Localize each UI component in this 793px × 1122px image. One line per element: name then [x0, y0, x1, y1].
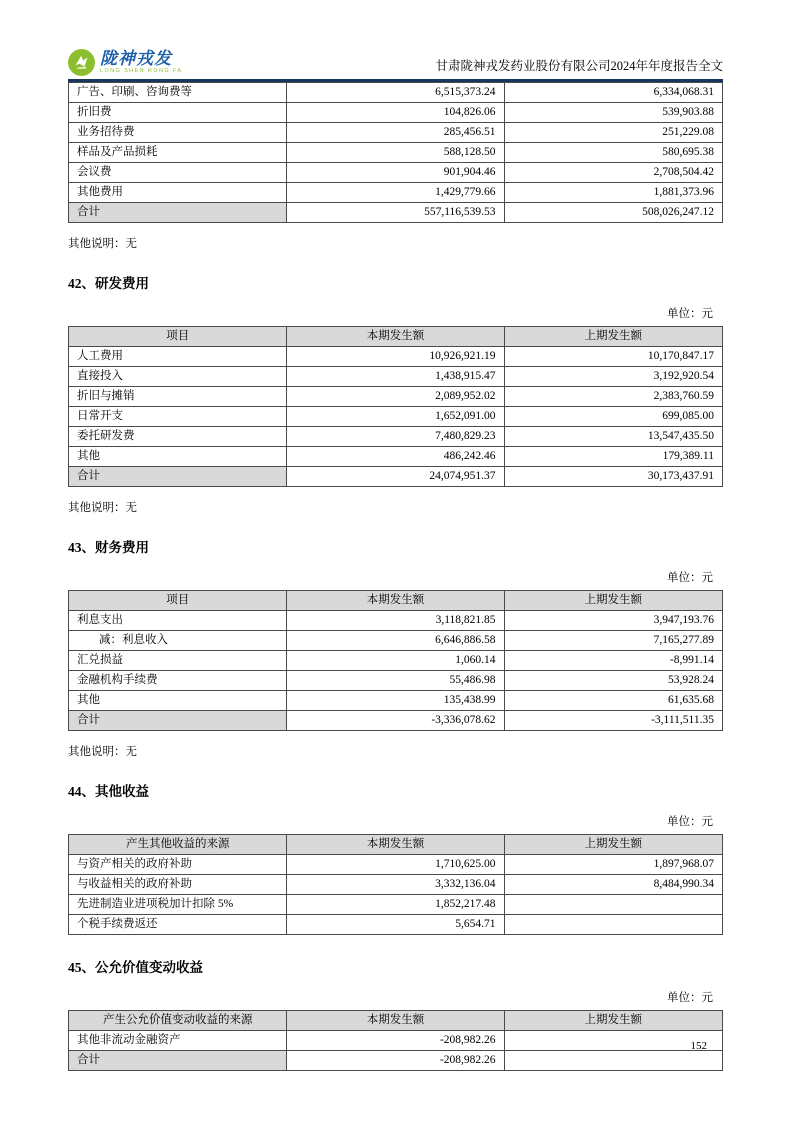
table-row	[69, 447, 723, 467]
current-period-cell: -208,982.26	[287, 1051, 504, 1071]
row-label-cell: 合计	[69, 1051, 287, 1071]
current-period-cell: 3,332,136.04	[287, 875, 504, 895]
rd-expense-table	[68, 326, 723, 487]
row-label-cell: 业务招待费	[69, 123, 287, 143]
section-45-fair-value-change	[68, 956, 723, 1071]
current-period-cell: 10,926,921.19	[287, 347, 504, 367]
column-header: 上期发生额	[504, 591, 722, 611]
prior-period-cell: 30,173,437.91	[504, 467, 722, 487]
current-period-cell: 557,116,539.53	[287, 203, 504, 223]
prior-period-cell: 53,928.24	[504, 671, 722, 691]
table-header-row	[69, 327, 723, 347]
prior-period-cell: 13,547,435.50	[504, 427, 722, 447]
current-period-cell: 1,652,091.00	[287, 407, 504, 427]
row-label-cell: 利息支出	[69, 611, 287, 631]
row-label-cell: 其他	[69, 447, 287, 467]
column-header: 本期发生额	[287, 591, 504, 611]
column-header: 上期发生额	[504, 1011, 722, 1031]
current-period-cell: 24,074,951.37	[287, 467, 504, 487]
table-row	[69, 915, 723, 935]
row-label-cell: 先进制造业进项税加计扣除 5%	[69, 895, 287, 915]
table-row	[69, 1031, 723, 1051]
row-label-cell: 委托研发费	[69, 427, 287, 447]
unit-label: 单位：元	[667, 992, 713, 1004]
column-header: 项目	[69, 591, 287, 611]
section-title: 43、财务费用	[68, 540, 149, 555]
column-header: 上期发生额	[504, 835, 722, 855]
table-header-row	[69, 591, 723, 611]
current-period-cell: 1,710,625.00	[287, 855, 504, 875]
section-42-rd-expense	[68, 272, 723, 515]
table-row	[69, 347, 723, 367]
prior-period-cell	[504, 1051, 722, 1071]
current-period-cell: 7,480,829.23	[287, 427, 504, 447]
current-period-cell: 55,486.98	[287, 671, 504, 691]
current-period-cell: 1,429,779.66	[287, 183, 504, 203]
table-row	[69, 367, 723, 387]
table-row	[69, 671, 723, 691]
prior-period-cell: 3,947,193.76	[504, 611, 722, 631]
column-header: 产生公允价值变动收益的来源	[69, 1011, 287, 1031]
table-row	[69, 83, 723, 103]
prior-period-cell: -3,111,511.35	[504, 711, 722, 731]
logo-subtitle-text: LONG SHEN RONG FA	[100, 68, 183, 75]
row-label-cell: 合计	[69, 711, 287, 731]
column-header: 本期发生额	[287, 1011, 504, 1031]
company-logo	[68, 49, 182, 76]
current-period-cell: 104,826.06	[287, 103, 504, 123]
logo-brand-text: 陇神戎发	[100, 49, 172, 69]
table-row	[69, 427, 723, 447]
current-period-cell: 588,128.50	[287, 143, 504, 163]
row-label-cell: 其他非流动金融资产	[69, 1031, 287, 1051]
row-label-cell: 与收益相关的政府补助	[69, 875, 287, 895]
table-row	[69, 631, 723, 651]
row-label-cell: 个税手续费返还	[69, 915, 287, 935]
prior-period-cell: 1,881,373.96	[504, 183, 722, 203]
current-period-cell: -208,982.26	[287, 1031, 504, 1051]
row-label-cell: 汇兑损益	[69, 651, 287, 671]
total-row	[69, 1051, 723, 1071]
other-income-table	[68, 834, 723, 935]
table-row	[69, 123, 723, 143]
table-row	[69, 875, 723, 895]
prior-period-cell	[504, 895, 722, 915]
row-label-cell: 合计	[69, 467, 287, 487]
prior-period-cell: 580,695.38	[504, 143, 722, 163]
total-row	[69, 203, 723, 223]
financial-expense-table	[68, 590, 723, 731]
other-note: 其他说明：无	[68, 746, 137, 758]
row-label-cell: 人工费用	[69, 347, 287, 367]
row-label-cell: 合计	[69, 203, 287, 223]
section-title: 45、公允价值变动收益	[68, 960, 203, 975]
prior-period-cell: 6,334,068.31	[504, 83, 722, 103]
company-logo-icon	[68, 49, 95, 76]
section-expense-detail-continued	[68, 82, 723, 251]
table-row	[69, 407, 723, 427]
prior-period-cell: 539,903.88	[504, 103, 722, 123]
prior-period-cell: 251,229.08	[504, 123, 722, 143]
row-label-cell: 其他	[69, 691, 287, 711]
prior-period-cell: 179,389.11	[504, 447, 722, 467]
section-title: 44、其他收益	[68, 784, 149, 799]
total-row	[69, 711, 723, 731]
table-row	[69, 163, 723, 183]
other-note: 其他说明：无	[68, 238, 137, 250]
unit-label: 单位：元	[667, 816, 713, 828]
prior-period-cell	[504, 915, 722, 935]
row-label-cell: 与资产相关的政府补助	[69, 855, 287, 875]
current-period-cell: -3,336,078.62	[287, 711, 504, 731]
table-row	[69, 183, 723, 203]
current-period-cell: 1,438,915.47	[287, 367, 504, 387]
current-period-cell: 6,515,373.24	[287, 83, 504, 103]
section-43-financial-expense	[68, 536, 723, 759]
expense-detail-table	[68, 82, 723, 223]
prior-period-cell: 2,708,504.42	[504, 163, 722, 183]
section-title: 42、研发费用	[68, 276, 149, 291]
unit-label: 单位：元	[667, 572, 713, 584]
row-label-cell: 直接投入	[69, 367, 287, 387]
prior-period-cell: 61,635.68	[504, 691, 722, 711]
prior-period-cell: -8,991.14	[504, 651, 722, 671]
logo-wordmark	[100, 50, 182, 75]
fair-value-change-table	[68, 1010, 723, 1071]
current-period-cell: 901,904.46	[287, 163, 504, 183]
table-row	[69, 387, 723, 407]
current-period-cell: 135,438.99	[287, 691, 504, 711]
current-period-cell: 3,118,821.85	[287, 611, 504, 631]
section-44-other-income	[68, 780, 723, 935]
table-row	[69, 611, 723, 631]
table-header-row	[69, 1011, 723, 1031]
row-label-cell: 样品及产品损耗	[69, 143, 287, 163]
page-number: 152	[690, 1040, 707, 1052]
row-label-cell: 减：利息收入	[69, 631, 287, 651]
current-period-cell: 2,089,952.02	[287, 387, 504, 407]
row-label-cell: 广告、印刷、咨询费等	[69, 83, 287, 103]
row-label-cell: 金融机构手续费	[69, 671, 287, 691]
row-label-cell: 日常开支	[69, 407, 287, 427]
table-row	[69, 143, 723, 163]
table-header-row	[69, 835, 723, 855]
column-header: 产生其他收益的来源	[69, 835, 287, 855]
column-header: 本期发生额	[287, 835, 504, 855]
row-label-cell: 折旧与摊销	[69, 387, 287, 407]
current-period-cell: 285,456.51	[287, 123, 504, 143]
prior-period-cell: 7,165,277.89	[504, 631, 722, 651]
column-header: 项目	[69, 327, 287, 347]
table-row	[69, 651, 723, 671]
unit-label: 单位：元	[667, 308, 713, 320]
row-label-cell: 会议费	[69, 163, 287, 183]
table-row	[69, 691, 723, 711]
page-header	[68, 46, 723, 82]
row-label-cell: 折旧费	[69, 103, 287, 123]
current-period-cell: 6,646,886.58	[287, 631, 504, 651]
table-row	[69, 895, 723, 915]
other-note: 其他说明：无	[68, 502, 137, 514]
current-period-cell: 1,852,217.48	[287, 895, 504, 915]
current-period-cell: 1,060.14	[287, 651, 504, 671]
prior-period-cell: 8,484,990.34	[504, 875, 722, 895]
row-label-cell: 其他费用	[69, 183, 287, 203]
report-title: 甘肃陇神戎发药业股份有限公司2024年年度报告全文	[435, 59, 723, 73]
column-header: 本期发生额	[287, 327, 504, 347]
prior-period-cell: 3,192,920.54	[504, 367, 722, 387]
total-row	[69, 467, 723, 487]
current-period-cell: 5,654.71	[287, 915, 504, 935]
current-period-cell: 486,242.46	[287, 447, 504, 467]
prior-period-cell: 10,170,847.17	[504, 347, 722, 367]
prior-period-cell: 699,085.00	[504, 407, 722, 427]
column-header: 上期发生额	[504, 327, 722, 347]
prior-period-cell: 2,383,760.59	[504, 387, 722, 407]
table-row	[69, 855, 723, 875]
prior-period-cell: 508,026,247.12	[504, 203, 722, 223]
prior-period-cell: 1,897,968.07	[504, 855, 722, 875]
table-row	[69, 103, 723, 123]
